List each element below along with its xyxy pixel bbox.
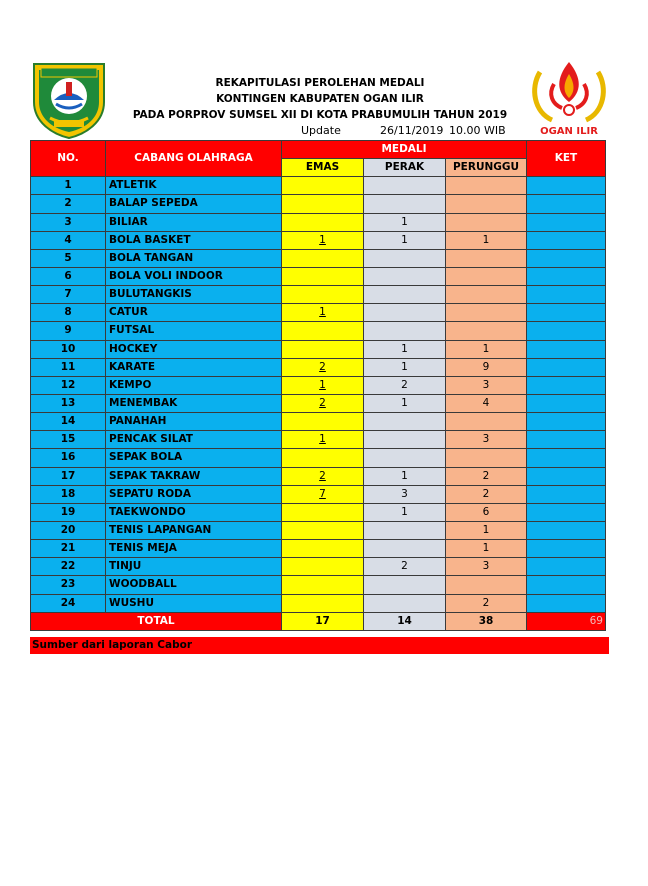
row-cabang: PANAHAH xyxy=(106,413,282,431)
row-cabang: BOLA BASKET xyxy=(106,231,282,249)
source-note: Sumber dari laporan Cabor xyxy=(30,637,609,654)
row-perak: 1 xyxy=(364,394,446,412)
row-perunggu xyxy=(446,304,527,322)
row-perunggu xyxy=(446,286,527,304)
row-perak: 2 xyxy=(364,376,446,394)
row-perak xyxy=(364,195,446,213)
row-perunggu: 1 xyxy=(446,340,527,358)
row-perak xyxy=(364,322,446,340)
row-perunggu xyxy=(446,267,527,285)
row-no: 7 xyxy=(31,286,106,304)
row-emas xyxy=(282,576,364,594)
row-no: 24 xyxy=(31,594,106,612)
row-ket xyxy=(527,594,606,612)
row-emas: 2 xyxy=(282,394,364,412)
row-perak xyxy=(364,540,446,558)
row-emas: 1 xyxy=(282,304,364,322)
row-perak: 1 xyxy=(364,340,446,358)
row-no: 3 xyxy=(31,213,106,231)
row-perak: 3 xyxy=(364,485,446,503)
row-emas xyxy=(282,213,364,231)
row-ket xyxy=(527,521,606,539)
row-emas: 1 xyxy=(282,431,364,449)
row-no: 8 xyxy=(31,304,106,322)
row-perunggu xyxy=(446,449,527,467)
row-no: 13 xyxy=(31,394,106,412)
table-row xyxy=(31,286,606,304)
row-ket xyxy=(527,449,606,467)
table-row xyxy=(31,485,606,503)
row-ket xyxy=(527,558,606,576)
row-perunggu xyxy=(446,177,527,195)
row-cabang: BULUTANGKIS xyxy=(106,286,282,304)
table-row xyxy=(31,213,606,231)
row-emas xyxy=(282,540,364,558)
header-row-1 xyxy=(31,141,606,159)
row-perunggu: 1 xyxy=(446,521,527,539)
row-no: 2 xyxy=(31,195,106,213)
row-ket xyxy=(527,267,606,285)
row-perunggu xyxy=(446,213,527,231)
total-label: TOTAL xyxy=(31,612,282,630)
row-cabang: TINJU xyxy=(106,558,282,576)
col-ket-header: KET xyxy=(527,141,606,177)
row-cabang: BILIAR xyxy=(106,213,282,231)
row-perunggu: 6 xyxy=(446,503,527,521)
table-row xyxy=(31,195,606,213)
col-no-header: NO. xyxy=(31,141,106,177)
row-cabang: SEPAK BOLA xyxy=(106,449,282,467)
row-emas: 2 xyxy=(282,467,364,485)
table-row xyxy=(31,177,606,195)
row-perunggu: 3 xyxy=(446,376,527,394)
row-emas xyxy=(282,449,364,467)
row-emas: 1 xyxy=(282,376,364,394)
total-row xyxy=(31,612,606,630)
row-no: 4 xyxy=(31,231,106,249)
row-perak: 2 xyxy=(364,558,446,576)
row-cabang: WUSHU xyxy=(106,594,282,612)
row-ket xyxy=(527,195,606,213)
row-perunggu: 9 xyxy=(446,358,527,376)
row-no: 18 xyxy=(31,485,106,503)
table-row xyxy=(31,594,606,612)
right-logo-text: OGAN ILIR xyxy=(540,126,598,137)
row-no: 23 xyxy=(31,576,106,594)
row-emas xyxy=(282,594,364,612)
row-ket xyxy=(527,177,606,195)
total-emas: 17 xyxy=(282,612,364,630)
table-row xyxy=(31,576,606,594)
row-ket xyxy=(527,304,606,322)
row-cabang: TENIS MEJA xyxy=(106,540,282,558)
row-cabang: TAEKWONDO xyxy=(106,503,282,521)
medal-table xyxy=(30,140,606,631)
row-no: 10 xyxy=(31,340,106,358)
row-no: 15 xyxy=(31,431,106,449)
table-row xyxy=(31,304,606,322)
row-perunggu: 3 xyxy=(446,558,527,576)
row-no: 9 xyxy=(31,322,106,340)
row-cabang: BALAP SEPEDA xyxy=(106,195,282,213)
row-emas xyxy=(282,413,364,431)
row-emas xyxy=(282,195,364,213)
row-ket xyxy=(527,485,606,503)
row-ket xyxy=(527,249,606,267)
total-ket: 69 xyxy=(527,612,606,630)
row-perunggu xyxy=(446,249,527,267)
row-perak: 1 xyxy=(364,467,446,485)
row-no: 11 xyxy=(31,358,106,376)
row-perunggu: 3 xyxy=(446,431,527,449)
row-emas xyxy=(282,286,364,304)
row-perunggu xyxy=(446,195,527,213)
row-emas: 7 xyxy=(282,485,364,503)
row-emas: 1 xyxy=(282,231,364,249)
row-emas xyxy=(282,521,364,539)
row-perak xyxy=(364,521,446,539)
row-perak xyxy=(364,286,446,304)
table-row xyxy=(31,358,606,376)
row-emas xyxy=(282,503,364,521)
row-ket xyxy=(527,413,606,431)
row-ket xyxy=(527,322,606,340)
row-cabang: CATUR xyxy=(106,304,282,322)
row-ket xyxy=(527,503,606,521)
row-no: 21 xyxy=(31,540,106,558)
col-perak-header: PERAK xyxy=(364,159,446,177)
row-cabang: BOLA VOLI INDOOR xyxy=(106,267,282,285)
row-perak xyxy=(364,267,446,285)
row-no: 22 xyxy=(31,558,106,576)
row-cabang: BOLA TANGAN xyxy=(106,249,282,267)
col-emas-header: EMAS xyxy=(282,159,364,177)
total-perunggu: 38 xyxy=(446,612,527,630)
table-row xyxy=(31,521,606,539)
row-perunggu: 4 xyxy=(446,394,527,412)
row-perak: 1 xyxy=(364,503,446,521)
table-row xyxy=(31,558,606,576)
title-line-1: REKAPITULASI PEROLEHAN MEDALI xyxy=(215,77,425,89)
table-row xyxy=(31,231,606,249)
row-perunggu xyxy=(446,576,527,594)
row-perak xyxy=(364,594,446,612)
row-ket xyxy=(527,576,606,594)
update-time: 10.00 WIB xyxy=(449,124,506,137)
row-ket xyxy=(527,231,606,249)
title-line-2: KONTINGEN KABUPATEN OGAN ILIR xyxy=(216,93,424,105)
table-row xyxy=(31,267,606,285)
row-cabang: TENIS LAPANGAN xyxy=(106,521,282,539)
row-emas xyxy=(282,558,364,576)
row-perunggu: 2 xyxy=(446,594,527,612)
row-cabang: SEPATU RODA xyxy=(106,485,282,503)
koni-ogan-ilir-logo-icon xyxy=(526,54,612,138)
update-label: Update xyxy=(301,124,341,137)
row-no: 14 xyxy=(31,413,106,431)
update-date: 26/11/2019 xyxy=(380,124,444,137)
row-perunggu xyxy=(446,322,527,340)
table-row xyxy=(31,503,606,521)
row-ket xyxy=(527,376,606,394)
table-row xyxy=(31,249,606,267)
row-ket xyxy=(527,431,606,449)
row-ket xyxy=(527,213,606,231)
row-no: 19 xyxy=(31,503,106,521)
row-cabang: KARATE xyxy=(106,358,282,376)
row-ket xyxy=(527,340,606,358)
table-row xyxy=(31,394,606,412)
row-cabang: PENCAK SILAT xyxy=(106,431,282,449)
col-perunggu-header: PERUNGGU xyxy=(446,159,527,177)
row-ket xyxy=(527,467,606,485)
row-perunggu: 2 xyxy=(446,467,527,485)
row-emas xyxy=(282,322,364,340)
table-row xyxy=(31,340,606,358)
row-perak: 1 xyxy=(364,358,446,376)
row-no: 17 xyxy=(31,467,106,485)
row-emas xyxy=(282,267,364,285)
row-no: 12 xyxy=(31,376,106,394)
col-medali-header: MEDALI xyxy=(282,141,527,159)
row-cabang: FUTSAL xyxy=(106,322,282,340)
row-perak: 1 xyxy=(364,213,446,231)
ogan-ilir-emblem-icon xyxy=(30,58,108,140)
row-perak xyxy=(364,304,446,322)
total-perak: 14 xyxy=(364,612,446,630)
table-row xyxy=(31,413,606,431)
row-no: 1 xyxy=(31,177,106,195)
row-no: 20 xyxy=(31,521,106,539)
row-emas: 2 xyxy=(282,358,364,376)
row-cabang: KEMPO xyxy=(106,376,282,394)
col-cabang-header: CABANG OLAHRAGA xyxy=(106,141,282,177)
row-emas xyxy=(282,177,364,195)
row-perak xyxy=(364,449,446,467)
table-row xyxy=(31,322,606,340)
row-cabang: WOODBALL xyxy=(106,576,282,594)
row-perunggu: 1 xyxy=(446,540,527,558)
table-row xyxy=(31,431,606,449)
row-perak xyxy=(364,431,446,449)
title-line-3: PADA PORPROV SUMSEL XII DI KOTA PRABUMULIH TAHUN 2019 xyxy=(132,109,508,121)
row-no: 6 xyxy=(31,267,106,285)
row-no: 16 xyxy=(31,449,106,467)
row-emas xyxy=(282,249,364,267)
row-perak xyxy=(364,249,446,267)
row-cabang: HOCKEY xyxy=(106,340,282,358)
row-ket xyxy=(527,540,606,558)
row-ket xyxy=(527,286,606,304)
row-perak xyxy=(364,576,446,594)
row-perak xyxy=(364,413,446,431)
row-perak xyxy=(364,177,446,195)
row-perunggu xyxy=(446,413,527,431)
row-perak: 1 xyxy=(364,231,446,249)
row-cabang: ATLETIK xyxy=(106,177,282,195)
row-ket xyxy=(527,394,606,412)
table-row xyxy=(31,467,606,485)
row-emas xyxy=(282,340,364,358)
table-row xyxy=(31,540,606,558)
table-row xyxy=(31,449,606,467)
table-row xyxy=(31,376,606,394)
row-perunggu: 1 xyxy=(446,231,527,249)
row-ket xyxy=(527,358,606,376)
row-cabang: SEPAK TAKRAW xyxy=(106,467,282,485)
row-no: 5 xyxy=(31,249,106,267)
row-perunggu: 2 xyxy=(446,485,527,503)
row-cabang: MENEMBAK xyxy=(106,394,282,412)
